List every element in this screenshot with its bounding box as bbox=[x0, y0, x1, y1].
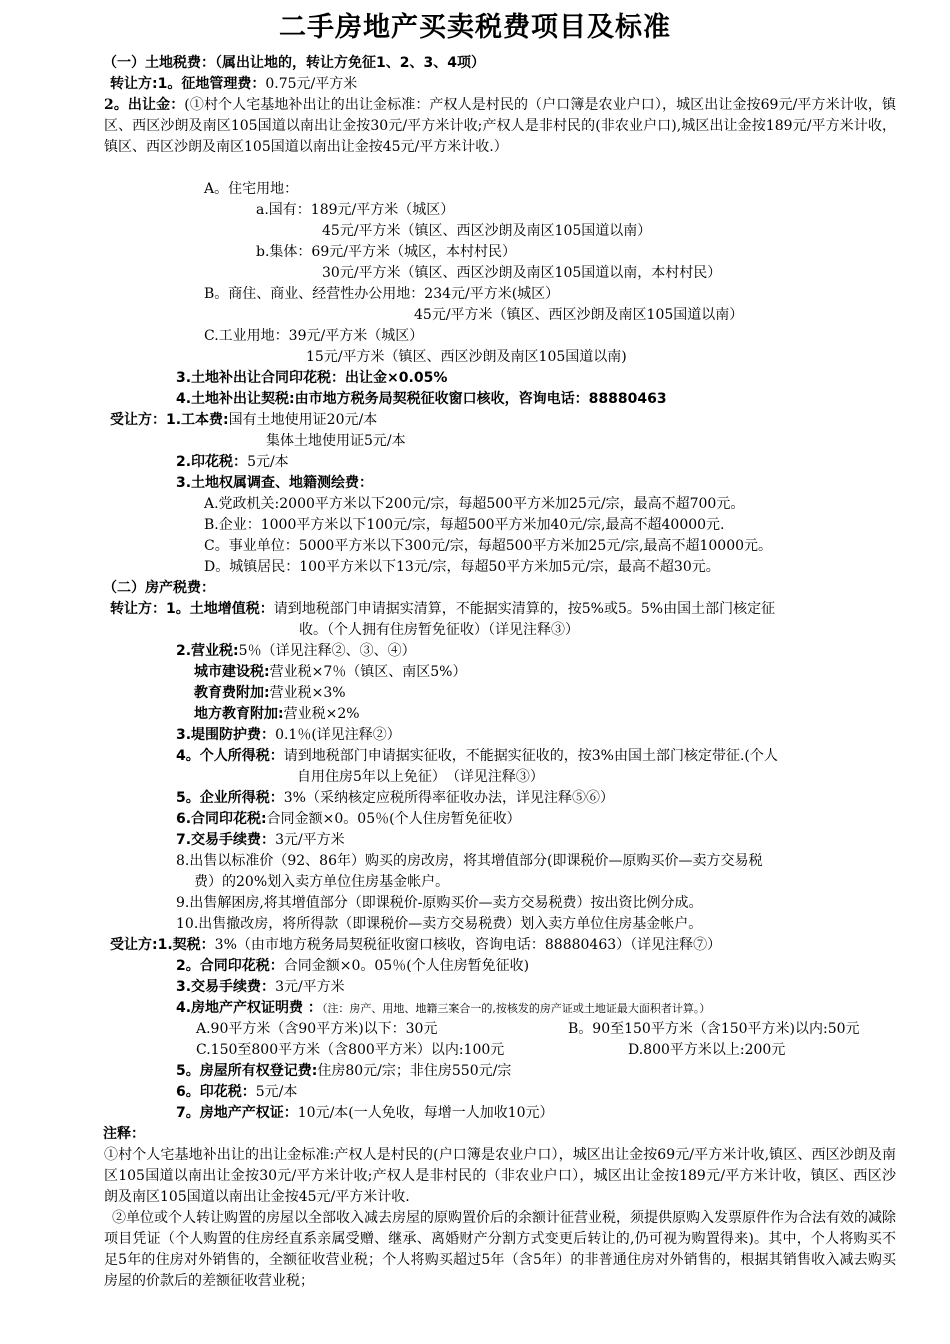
land-deed-tax: 4.土地补出让契税:由市地方税务局契税征收窗口核收，咨询电话：88880463 bbox=[176, 391, 667, 407]
item-label: 3.交易手续费： bbox=[176, 979, 276, 995]
land-appreciation-tax bbox=[110, 599, 775, 619]
item-value: 5元/本 bbox=[247, 454, 289, 470]
item-value: 合同金额×0。05％(个人住房暂免征收） bbox=[266, 811, 521, 827]
item-value: 5元/本 bbox=[255, 1084, 298, 1100]
survey-fee-d: D。城镇居民：100平方米以下13元/宗，每超50平方米加5元/宗，最高不超30元。 bbox=[204, 559, 720, 575]
item-value: 5％（详见注释②、③、④） bbox=[238, 643, 416, 659]
collective-rate-2: 30元/平方米（镇区、西区沙朗及南区105国道以南，本村村民） bbox=[322, 265, 722, 281]
contract-stamp-tax bbox=[176, 809, 521, 829]
collective-rate: b.集体：69元/平方米（城区，本村村民） bbox=[256, 244, 516, 260]
item-label: 2.营业税: bbox=[176, 643, 239, 659]
demolition-housing-rule: 10.出售撤改房，将所得款（即课税价—卖方交易税费）划入卖方单位住房基金帐户。 bbox=[176, 916, 703, 932]
item-label: 2.印花税： bbox=[176, 454, 248, 470]
relief-housing-rule: 9.出售解困房,将其增值部分（即课税价-原购买价—卖方交易税费）按出资比例分成。 bbox=[176, 895, 703, 911]
section2-heading: （二）房产税费： bbox=[103, 580, 215, 596]
commercial-rate: B。商住、商业、经营性办公用地：234元/平方米(城区） bbox=[204, 286, 560, 302]
item-text: (①村个人宅基地补出让的出让金标准：产权人是村民的（户口簿是农业户口），城区出让金按69元/平方米计收，镇区、西区沙朗及南区105国道以南出让金按30元/平方米计收;产权人是非村民的(非农业户口),城区出让金按189元/平方米计收，镇区、西区沙朗及南区105国道以南出让金按45元/平方米计收.） bbox=[104, 97, 896, 155]
certificate-fee-d: D.800平方米以上:200元 bbox=[628, 1042, 786, 1058]
reform-housing-rule: 8.出售以标准价（92、86年）购买的房改房，将其增值部分(即课税价—原购买价—卖方交易税 bbox=[176, 853, 763, 869]
local-education-surcharge bbox=[194, 704, 360, 724]
seller-label: 转让方： bbox=[110, 601, 166, 617]
industrial-rate-2: 15元/平方米（镇区、西区沙朗及南区105国道以南) bbox=[306, 349, 627, 365]
survey-fee-c: C。事业单位：5000平方米以下300元/宗，每超500平方米加25元/宗,最高不超10000元。 bbox=[204, 538, 773, 554]
item-label: 7。房地产产权证： bbox=[176, 1105, 298, 1121]
item-label: 1.工本费: bbox=[166, 412, 229, 428]
item-value: 3%（由市地方税务局契税征收窗口核收，咨询电话：88880463）（详见注释⑦） bbox=[214, 937, 722, 953]
state-owned-rate: a.国有：189元/平方米（城区） bbox=[256, 202, 455, 218]
item-label: 3.堤围防护费： bbox=[176, 727, 276, 743]
residential-land-label: A。住宅用地： bbox=[204, 181, 299, 197]
item-label: 1。征地管理费： bbox=[157, 76, 266, 92]
item-label: 5。企业所得税： bbox=[176, 790, 284, 806]
ownership-registration-fee bbox=[176, 1061, 511, 1081]
industrial-rate: C.工业用地：39元/平方米（城区） bbox=[204, 328, 424, 344]
item-value: 10元/本(一人免收，每增一人加收10元） bbox=[297, 1105, 554, 1121]
item-value: 营业税×3% bbox=[269, 685, 346, 701]
document-title: 二手房地产买卖税费项目及标准 bbox=[279, 12, 671, 43]
land-appreciation-tax-2: 收。（个人拥有住房暂免征收）（详见注释③） bbox=[299, 622, 579, 638]
item-value: 0.75元/平方米 bbox=[265, 76, 358, 92]
item-label: 6.合同印花税: bbox=[176, 811, 267, 827]
survey-fee-b: B.企业：1000平方米以下100元/宗，每超500平方米加40元/宗,最高不超40000元. bbox=[204, 517, 725, 533]
buyer-label: 受让方: bbox=[110, 937, 158, 953]
item-note: （注：房产、用地、地籍三案合一的,按核发的房产证或土地证最大面积者计算。） bbox=[321, 1002, 711, 1015]
buyer-contract-stamp-tax bbox=[176, 956, 529, 976]
land-fee-1 bbox=[110, 74, 357, 94]
deed-tax bbox=[110, 935, 721, 955]
item-label: 地方教育附加: bbox=[194, 706, 284, 722]
item-value: 3元/平方米 bbox=[275, 979, 345, 995]
item-label: 教育费附加: bbox=[194, 685, 270, 701]
property-certificate-fee bbox=[176, 1103, 554, 1123]
note-1: ①村个人宅基地补出让的出让金标准:产权人是村民的(户口簿是农业户口），城区出让金按69元/平方米计收,镇区、西区沙朗及南区105国道以南出让金按30元/平方米计收;产权人是非村民的（非农业户口），城区出让金按189元/平方米计收，镇区、西区沙朗及南区105国道以南出让金按45元/平方米计收. bbox=[104, 1147, 896, 1205]
state-owned-rate-2: 45元/平方米（镇区、西区沙朗及南区105国道以南） bbox=[322, 223, 652, 239]
item-value: 3元/平方米 bbox=[275, 832, 345, 848]
certificate-fee-b: B。90至150平方米（含150平方米)以内:50元 bbox=[568, 1021, 860, 1037]
item-label: 4.房地产产权证明费 ： bbox=[176, 1000, 322, 1016]
buyer-label: 受让方： bbox=[110, 412, 166, 428]
item-value: 营业税×2% bbox=[283, 706, 360, 722]
commercial-rate-2: 45元/平方米（镇区、西区沙朗及南区105国道以南） bbox=[414, 307, 744, 323]
levee-protection-fee bbox=[176, 725, 401, 745]
land-stamp-tax bbox=[176, 452, 289, 472]
collective-certificate-fee: 集体土地使用证5元/本 bbox=[266, 433, 406, 449]
certificate-fee-a: A.90平方米（含90平方米)以下：30元 bbox=[196, 1021, 438, 1037]
item-text: 请到地税部门申请据实清算，不能据实清算的，按5%或5。5%由国土部门核定征 bbox=[273, 601, 776, 617]
item-label: 2。出让金： bbox=[104, 97, 185, 113]
item-label: 6。印花税： bbox=[176, 1084, 256, 1100]
notes-heading: 注释： bbox=[103, 1126, 145, 1142]
survey-fee-a: A.党政机关:2000平方米以下200元/宗，每超500平方米加25元/宗，最高不超700元。 bbox=[204, 496, 745, 512]
transaction-fee bbox=[176, 830, 345, 850]
buyer-transaction-fee bbox=[176, 977, 345, 997]
item-value: 国有土地使用证20元/本 bbox=[228, 412, 378, 428]
title-certificate-fee bbox=[176, 998, 710, 1019]
education-surcharge bbox=[194, 683, 346, 703]
item-text: 请到地税部门申请据实征收，不能据实征收的，按3%由国土部门核定带征.(个人 bbox=[283, 748, 778, 764]
survey-fee-heading: 3.土地权属调查、地籍测绘费： bbox=[176, 475, 374, 491]
item-value: 住房80元/宗；非住房550元/宗 bbox=[317, 1063, 512, 1079]
item-label: 1.契税： bbox=[157, 937, 215, 953]
buyer-cost-fee bbox=[110, 410, 377, 430]
buyer-stamp-tax bbox=[176, 1082, 297, 1102]
item-value: 3%（采纳核定应税所得率征收办法，详见注释⑤⑥） bbox=[283, 790, 614, 806]
section1-heading: （一）土地税费：（属出让地的，转让方免征1、2、3、4项） bbox=[103, 55, 485, 71]
certificate-fee-c: C.150至800平方米（含800平方米）以内:100元 bbox=[196, 1042, 505, 1058]
land-contract-stamp-tax: 3.土地补出让合同印花税：出让金×0.05% bbox=[176, 370, 448, 386]
seller-label: 转让方: bbox=[110, 76, 158, 92]
note-2: ②单位或个人转让购置的房屋以全部收入减去房屋的原购置价后的余额计征营业税，须提供原购入发票原件作为合法有效的减除项目凭证（个人购置的住房经直系亲属受赠、继承、离婚财产分割方式变更后转让的,仍可视为购置得来)。其中，个人将购买不足5年的住房对外销售的，全额征收营业税；个人将购买超过5年（含5年）的非普通住房对外销售的，根据其销售收入减去购买房屋的价款后的差额征收营业税； bbox=[104, 1210, 896, 1289]
item-label: 4。个人所得税： bbox=[176, 748, 284, 764]
reform-housing-rule-2: 费）的20%划入卖方单位住房基金帐户。 bbox=[194, 874, 450, 890]
item-label: 5。房屋所有权登记费: bbox=[176, 1063, 318, 1079]
item-label: 2。合同印花税： bbox=[176, 958, 284, 974]
personal-income-tax bbox=[176, 746, 778, 766]
item-value: 合同金额×0。05％(个人住房暂免征收) bbox=[283, 958, 530, 974]
urban-construction-tax bbox=[194, 662, 466, 682]
personal-income-tax-2: 自用住房5年以上免征） （详见注释③） bbox=[297, 769, 544, 785]
item-label: 1。土地增值税： bbox=[166, 601, 274, 617]
item-value: 营业税×7％（镇区、南区5%） bbox=[269, 664, 467, 680]
item-label: 7.交易手续费： bbox=[176, 832, 276, 848]
business-tax bbox=[176, 641, 416, 661]
item-label: 城市建设税: bbox=[194, 664, 270, 680]
transfer-fee-paragraph bbox=[104, 95, 896, 158]
item-value: 0.1％(详见注释②） bbox=[275, 727, 401, 743]
enterprise-income-tax bbox=[176, 788, 614, 808]
